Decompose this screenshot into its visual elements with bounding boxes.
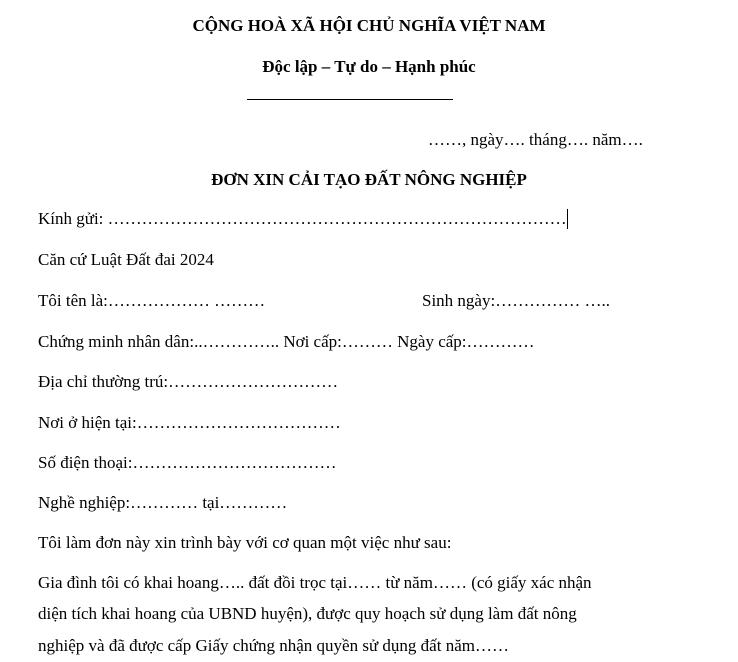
recipient-text: Kính gửi: ……………………………………………………………………… xyxy=(38,209,567,228)
paragraph-line-2: diện tích khai hoang của UBND huyện), được quy hoạch sử dụng làm đất nông xyxy=(38,604,577,623)
heading-divider xyxy=(247,99,453,100)
country-heading: CỘNG HOÀ XÃ HỘI CHỦ NGHĨA VIỆT NAM xyxy=(192,16,546,35)
text-cursor xyxy=(567,209,568,229)
current-address-field: Nơi ở hiện tại:……………………………… xyxy=(38,413,341,432)
motto: Độc lập – Tự do – Hạnh phúc xyxy=(262,57,476,76)
legal-basis: Căn cứ Luật Đất đai 2024 xyxy=(38,250,214,269)
intro-sentence: Tôi làm đơn này xin trình bày với cơ quan một việc như sau: xyxy=(38,533,452,552)
date-line: ……, ngày…. tháng…. năm…. xyxy=(428,130,643,149)
name-field: Tôi tên là:……………… ……… xyxy=(38,291,266,310)
paragraph-line-1: Gia đình tôi có khai hoang….. đất đồi trọc tại…… từ năm…… (có giấy xác nhận xyxy=(38,573,592,592)
birthdate-field: Sinh ngày:…………… ….. xyxy=(422,291,610,310)
recipient-line[interactable] xyxy=(38,209,568,229)
paragraph-line-3: nghiệp và đã được cấp Giấy chứng nhận quyền sử dụng đất năm…… xyxy=(38,636,509,655)
permanent-address-field: Địa chỉ thường trú:………………………… xyxy=(38,372,339,391)
id-card-field: Chứng minh nhân dân:..………….. Nơi cấp:……… Ngày cấp:………… xyxy=(38,332,535,351)
phone-field: Số điện thoại:……………………………… xyxy=(38,453,337,472)
document-title: ĐƠN XIN CẢI TẠO ĐẤT NÔNG NGHIỆP xyxy=(211,170,527,189)
occupation-field: Nghề nghiệp:………… tại………… xyxy=(38,493,288,512)
